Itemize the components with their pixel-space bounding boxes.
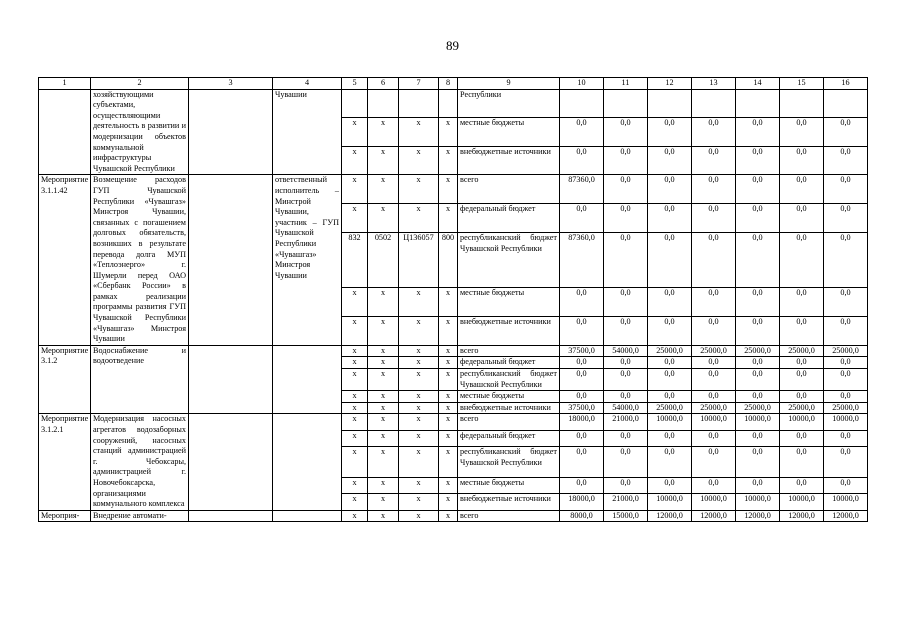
empty-cell [189, 89, 273, 175]
measure-name-cell: Водоснабжение и водоотведение [91, 345, 189, 414]
funding-source-cell: Республики [458, 89, 560, 118]
amount-cell: 0,0 [824, 369, 868, 391]
budget-code-cell: х [342, 446, 368, 477]
amount-cell: 0,0 [736, 204, 780, 233]
amount-cell: 0,0 [648, 204, 692, 233]
budget-code-cell: х [342, 494, 368, 510]
amount-cell: 0,0 [824, 357, 868, 369]
table-row [39, 510, 868, 522]
amount-cell [648, 89, 692, 118]
budget-code-cell: х [368, 317, 399, 346]
amount-cell: 0,0 [604, 478, 648, 494]
budget-code-cell: х [439, 288, 458, 317]
amount-cell: 0,0 [824, 430, 868, 446]
amount-cell: 37500,0 [560, 402, 604, 414]
budget-code-cell: х [368, 288, 399, 317]
amount-cell: 0,0 [560, 391, 604, 403]
budget-code-cell: х [399, 494, 439, 510]
budget-code-cell: х [368, 430, 399, 446]
budget-code-cell: х [439, 204, 458, 233]
amount-cell [560, 89, 604, 118]
budget-code-cell: х [342, 345, 368, 357]
amount-cell: 0,0 [648, 391, 692, 403]
amount-cell: 0,0 [780, 391, 824, 403]
funding-source-cell: местные бюджеты [458, 391, 560, 403]
measure-id-cell: Мероприятие 3.1.1.42 [39, 175, 91, 346]
amount-cell: 0,0 [736, 446, 780, 477]
amount-cell: 10000,0 [736, 414, 780, 430]
amount-cell: 54000,0 [604, 402, 648, 414]
budget-code-cell: х [368, 391, 399, 403]
amount-cell: 0,0 [604, 317, 648, 346]
amount-cell: 0,0 [692, 446, 736, 477]
budget-code-cell: 0502 [368, 233, 399, 288]
budget-code-cell: х [439, 146, 458, 175]
column-number: 15 [780, 78, 824, 90]
amount-cell: 0,0 [604, 446, 648, 477]
budget-code-cell: х [399, 118, 439, 147]
executor-cell: ответственный исполнитель – Минстрой Чувашии, участник – ГУП Чувашской Республики «Чувашгаз» Минстроя Чувашии [273, 175, 342, 346]
funding-source-cell: федеральный бюджет [458, 204, 560, 233]
amount-cell: 0,0 [560, 357, 604, 369]
amount-cell: 0,0 [648, 446, 692, 477]
budget-code-cell: х [368, 402, 399, 414]
empty-cell [189, 345, 273, 414]
amount-cell: 0,0 [560, 204, 604, 233]
amount-cell: 0,0 [604, 391, 648, 403]
amount-cell: 12000,0 [648, 510, 692, 522]
amount-cell: 25000,0 [692, 402, 736, 414]
table-row [39, 89, 868, 118]
budget-code-cell: х [342, 317, 368, 346]
amount-cell: 0,0 [780, 118, 824, 147]
funding-source-cell: республиканский бюджет Чувашской Республики [458, 369, 560, 391]
budget-code-cell: х [342, 175, 368, 204]
amount-cell: 0,0 [736, 146, 780, 175]
amount-cell: 0,0 [560, 478, 604, 494]
budget-code-cell: х [399, 369, 439, 391]
amount-cell: 0,0 [692, 317, 736, 346]
column-number: 12 [648, 78, 692, 90]
amount-cell [604, 89, 648, 118]
budget-code-cell: х [342, 414, 368, 430]
amount-cell: 0,0 [604, 357, 648, 369]
budget-code-cell: х [439, 510, 458, 522]
column-number: 16 [824, 78, 868, 90]
budget-code-cell: х [368, 369, 399, 391]
measure-name-cell: Внедрение автомати- [91, 510, 189, 522]
amount-cell: 0,0 [648, 146, 692, 175]
amount-cell [736, 89, 780, 118]
executor-cell [273, 414, 342, 510]
amount-cell: 0,0 [824, 146, 868, 175]
amount-cell: 0,0 [604, 204, 648, 233]
budget-code-cell: х [342, 510, 368, 522]
amount-cell: 0,0 [604, 146, 648, 175]
amount-cell: 0,0 [560, 288, 604, 317]
executor-cell: Чувашии [273, 89, 342, 175]
amount-cell: 0,0 [604, 175, 648, 204]
budget-code-cell: х [368, 345, 399, 357]
amount-cell: 25000,0 [736, 402, 780, 414]
funding-source-cell: федеральный бюджет [458, 430, 560, 446]
funding-source-cell: республиканский бюджет Чувашской Республики [458, 233, 560, 288]
budget-code-cell: 800 [439, 233, 458, 288]
amount-cell: 0,0 [604, 430, 648, 446]
budget-code-cell: х [342, 288, 368, 317]
amount-cell: 10000,0 [692, 494, 736, 510]
amount-cell: 0,0 [736, 369, 780, 391]
empty-cell [189, 175, 273, 346]
amount-cell: 21000,0 [604, 494, 648, 510]
amount-cell: 12000,0 [692, 510, 736, 522]
amount-cell: 0,0 [780, 446, 824, 477]
amount-cell: 0,0 [560, 317, 604, 346]
budget-code-cell: х [399, 345, 439, 357]
budget-code-cell: х [342, 204, 368, 233]
amount-cell: 25000,0 [692, 345, 736, 357]
budget-code-cell: х [368, 204, 399, 233]
amount-cell: 10000,0 [780, 494, 824, 510]
executor-cell [273, 345, 342, 414]
funding-source-cell: всего [458, 510, 560, 522]
amount-cell: 12000,0 [780, 510, 824, 522]
amount-cell: 0,0 [692, 175, 736, 204]
amount-cell: 0,0 [736, 357, 780, 369]
amount-cell: 0,0 [780, 233, 824, 288]
amount-cell: 0,0 [648, 317, 692, 346]
amount-cell: 0,0 [736, 478, 780, 494]
measure-name-cell: хозяйствующими субъектами, осуществляющими деятельность в развитии и модернизации объектов коммунальной инфраструктуры Чувашской Республики [91, 89, 189, 175]
amount-cell: 0,0 [824, 288, 868, 317]
budget-code-cell [368, 89, 399, 118]
amount-cell: 0,0 [824, 478, 868, 494]
amount-cell: 0,0 [604, 288, 648, 317]
budget-code-cell: х [439, 478, 458, 494]
amount-cell: 0,0 [736, 118, 780, 147]
amount-cell: 0,0 [824, 391, 868, 403]
column-number: 7 [399, 78, 439, 90]
budget-code-cell: х [439, 494, 458, 510]
amount-cell: 0,0 [692, 357, 736, 369]
table-row [39, 175, 868, 204]
amount-cell: 0,0 [824, 118, 868, 147]
budget-code-cell: х [439, 402, 458, 414]
column-number: 1 [39, 78, 91, 90]
amount-cell: 12000,0 [824, 510, 868, 522]
amount-cell: 18000,0 [560, 414, 604, 430]
amount-cell: 12000,0 [736, 510, 780, 522]
amount-cell: 10000,0 [648, 494, 692, 510]
amount-cell: 0,0 [560, 118, 604, 147]
budget-code-cell: х [368, 494, 399, 510]
budget-code-cell: х [342, 478, 368, 494]
amount-cell: 25000,0 [780, 345, 824, 357]
amount-cell: 0,0 [648, 288, 692, 317]
budget-code-cell: Ц136057 [399, 233, 439, 288]
budget-code-cell: х [399, 402, 439, 414]
amount-cell [824, 89, 868, 118]
budget-code-cell: х [439, 118, 458, 147]
amount-cell: 10000,0 [824, 414, 868, 430]
amount-cell: 0,0 [780, 369, 824, 391]
measure-name-cell: Возмещение расходов ГУП Чувашской Республики «Чувашгаз» Минстроя Чувашии, связанных с погашением долговых обязательств, возникших в результате перевода долга МУП «Теплоэнерго» г. Шумерли перед ОАО «Сбербанк России» в рамках реализации программы развития ГУП Чувашской Республики «Чувашгаз» Минстроя Чувашии [91, 175, 189, 346]
empty-cell [189, 414, 273, 510]
budget-code-cell: х [439, 446, 458, 477]
budget-code-cell: х [342, 402, 368, 414]
amount-cell: 0,0 [560, 430, 604, 446]
budget-table [38, 77, 868, 522]
amount-cell: 0,0 [780, 478, 824, 494]
budget-code-cell: х [368, 175, 399, 204]
column-number: 4 [273, 78, 342, 90]
amount-cell: 0,0 [692, 288, 736, 317]
budget-code-cell: х [368, 146, 399, 175]
budget-code-cell: х [439, 357, 458, 369]
amount-cell: 0,0 [692, 430, 736, 446]
column-number: 5 [342, 78, 368, 90]
funding-source-cell: всего [458, 414, 560, 430]
amount-cell: 0,0 [780, 146, 824, 175]
column-number: 2 [91, 78, 189, 90]
amount-cell: 0,0 [780, 317, 824, 346]
empty-cell [189, 510, 273, 522]
amount-cell: 0,0 [824, 317, 868, 346]
amount-cell: 0,0 [780, 430, 824, 446]
amount-cell: 0,0 [824, 204, 868, 233]
amount-cell: 0,0 [692, 233, 736, 288]
amount-cell: 0,0 [736, 317, 780, 346]
amount-cell: 25000,0 [824, 345, 868, 357]
executor-cell [273, 510, 342, 522]
amount-cell: 10000,0 [780, 414, 824, 430]
budget-code-cell: х [439, 414, 458, 430]
budget-code-cell: х [439, 175, 458, 204]
budget-code-cell: х [342, 357, 368, 369]
budget-code-cell: х [399, 146, 439, 175]
funding-source-cell: всего [458, 345, 560, 357]
funding-source-cell: внебюджетные источники [458, 146, 560, 175]
table-row [39, 345, 868, 357]
funding-source-cell: внебюджетные источники [458, 317, 560, 346]
budget-code-cell: х [399, 357, 439, 369]
measure-id-cell: Мероприя- [39, 510, 91, 522]
amount-cell: 0,0 [780, 357, 824, 369]
amount-cell: 0,0 [604, 118, 648, 147]
budget-code-cell: х [342, 146, 368, 175]
column-number: 3 [189, 78, 273, 90]
amount-cell: 0,0 [736, 391, 780, 403]
amount-cell: 25000,0 [824, 402, 868, 414]
budget-code-cell: х [368, 357, 399, 369]
amount-cell: 0,0 [648, 175, 692, 204]
amount-cell: 0,0 [560, 146, 604, 175]
amount-cell: 0,0 [648, 357, 692, 369]
funding-source-cell: республиканский бюджет Чувашской Республики [458, 446, 560, 477]
amount-cell: 0,0 [692, 146, 736, 175]
amount-cell: 25000,0 [648, 402, 692, 414]
amount-cell: 10000,0 [824, 494, 868, 510]
amount-cell: 0,0 [648, 478, 692, 494]
funding-source-cell: внебюджетные источники [458, 494, 560, 510]
budget-code-cell: х [399, 414, 439, 430]
amount-cell [692, 89, 736, 118]
amount-cell: 37500,0 [560, 345, 604, 357]
amount-cell: 0,0 [736, 175, 780, 204]
amount-cell: 54000,0 [604, 345, 648, 357]
budget-code-cell [439, 89, 458, 118]
amount-cell: 10000,0 [648, 414, 692, 430]
funding-source-cell: местные бюджеты [458, 118, 560, 147]
amount-cell: 0,0 [736, 288, 780, 317]
funding-source-cell: местные бюджеты [458, 478, 560, 494]
amount-cell: 87360,0 [560, 233, 604, 288]
column-number: 9 [458, 78, 560, 90]
amount-cell: 0,0 [692, 391, 736, 403]
budget-code-cell: х [368, 510, 399, 522]
measure-name-cell: Модернизация насосных агрегатов водозаборных сооружений, насосных станций администрацией г. Чебоксары, администрацией г. Новочебоксарска, организациями коммунального комплекса [91, 414, 189, 510]
amount-cell: 0,0 [560, 446, 604, 477]
amount-cell [780, 89, 824, 118]
amount-cell: 0,0 [736, 430, 780, 446]
amount-cell: 21000,0 [604, 414, 648, 430]
amount-cell: 0,0 [604, 369, 648, 391]
budget-code-cell: х [439, 369, 458, 391]
budget-code-cell: х [399, 288, 439, 317]
amount-cell: 0,0 [692, 478, 736, 494]
measure-id-cell: Мероприятие 3.1.2.1 [39, 414, 91, 510]
amount-cell: 25000,0 [780, 402, 824, 414]
amount-cell: 0,0 [648, 118, 692, 147]
amount-cell: 8000,0 [560, 510, 604, 522]
budget-code-cell: х [368, 446, 399, 477]
budget-code-cell: х [342, 430, 368, 446]
budget-code-cell: х [342, 118, 368, 147]
budget-code-cell: х [399, 510, 439, 522]
amount-cell: 0,0 [648, 430, 692, 446]
column-number: 13 [692, 78, 736, 90]
budget-code-cell: х [399, 317, 439, 346]
budget-code-cell: х [439, 391, 458, 403]
budget-code-cell: 832 [342, 233, 368, 288]
budget-code-cell: х [399, 478, 439, 494]
amount-cell: 0,0 [692, 369, 736, 391]
amount-cell: 87360,0 [560, 175, 604, 204]
amount-cell: 0,0 [560, 369, 604, 391]
amount-cell: 0,0 [780, 288, 824, 317]
column-number: 11 [604, 78, 648, 90]
funding-source-cell: всего [458, 175, 560, 204]
amount-cell: 15000,0 [604, 510, 648, 522]
amount-cell: 10000,0 [692, 414, 736, 430]
budget-code-cell: х [399, 430, 439, 446]
budget-code-cell: х [399, 204, 439, 233]
amount-cell: 0,0 [648, 233, 692, 288]
amount-cell: 0,0 [824, 175, 868, 204]
measure-id-cell: Мероприятие 3.1.2 [39, 345, 91, 414]
budget-code-cell [342, 89, 368, 118]
page-number: 89 [446, 38, 459, 53]
budget-code-cell: х [439, 345, 458, 357]
column-number: 8 [439, 78, 458, 90]
funding-source-cell: федеральный бюджет [458, 357, 560, 369]
budget-code-cell [399, 89, 439, 118]
header-row [39, 78, 868, 90]
budget-code-cell: х [399, 175, 439, 204]
amount-cell: 0,0 [736, 233, 780, 288]
measure-id-cell [39, 89, 91, 175]
amount-cell: 25000,0 [648, 345, 692, 357]
budget-code-cell: х [342, 391, 368, 403]
amount-cell: 18000,0 [560, 494, 604, 510]
column-number: 6 [368, 78, 399, 90]
amount-cell: 10000,0 [736, 494, 780, 510]
amount-cell: 0,0 [780, 204, 824, 233]
amount-cell: 0,0 [824, 446, 868, 477]
budget-code-cell: х [439, 430, 458, 446]
funding-source-cell: местные бюджеты [458, 288, 560, 317]
budget-code-cell: х [399, 391, 439, 403]
amount-cell: 0,0 [648, 369, 692, 391]
amount-cell: 0,0 [692, 204, 736, 233]
funding-source-cell: внебюджетные источники [458, 402, 560, 414]
amount-cell: 0,0 [692, 118, 736, 147]
budget-code-cell: х [399, 446, 439, 477]
budget-code-cell: х [439, 317, 458, 346]
table-row [39, 414, 868, 430]
budget-code-cell: х [368, 118, 399, 147]
budget-code-cell: х [342, 369, 368, 391]
budget-code-cell: х [368, 414, 399, 430]
amount-cell: 0,0 [824, 233, 868, 288]
column-number: 14 [736, 78, 780, 90]
amount-cell: 0,0 [780, 175, 824, 204]
column-number: 10 [560, 78, 604, 90]
amount-cell: 0,0 [604, 233, 648, 288]
budget-code-cell: х [368, 478, 399, 494]
amount-cell: 25000,0 [736, 345, 780, 357]
